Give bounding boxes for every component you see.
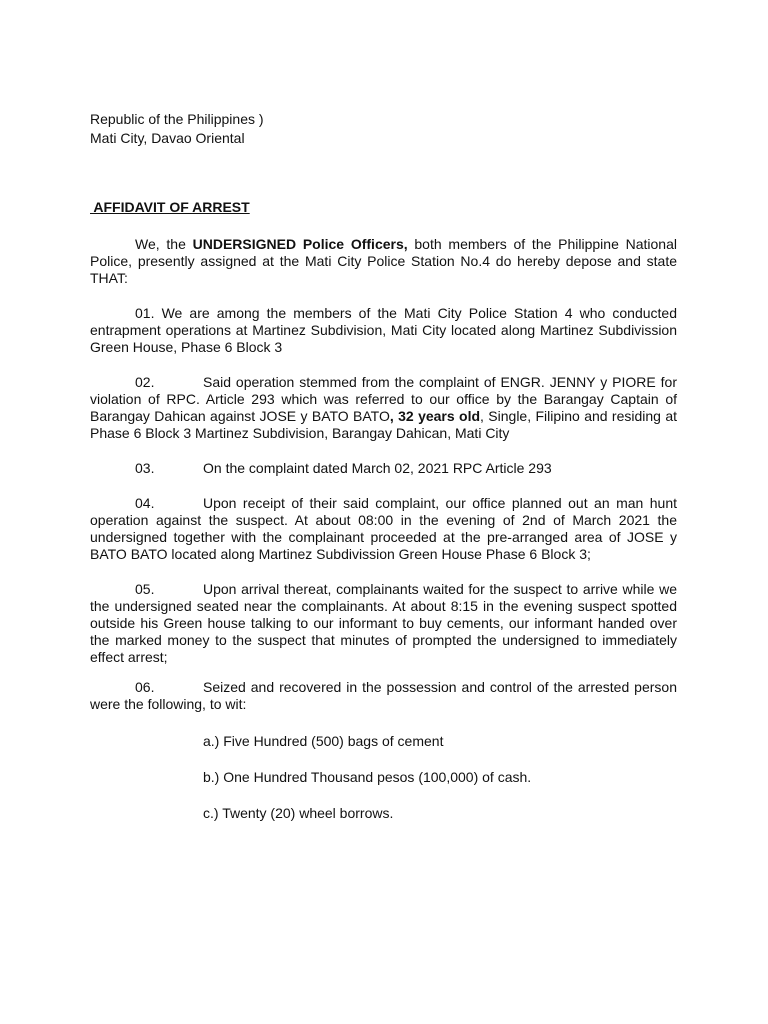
paragraph-01 [90, 305, 677, 356]
document-header [90, 110, 264, 148]
paragraph-text: We are among the members of the Mati City Police Station 4 who conducted entrapment operations at Martinez Subdivision, Mati City located along Martinez Subdivission Green House, Phase 6 Block 3 [90, 305, 677, 355]
paragraph-text: Seized and recovered in the possession and control of the arrested person were the following, to wit: [90, 679, 677, 712]
paragraph-number: 06. [135, 679, 155, 695]
list-item-wheelbarrows: c.) Twenty (20) wheel borrows. [203, 805, 394, 821]
paragraph-06 [90, 679, 677, 713]
paragraph-number: 02. [135, 374, 155, 390]
intro-paragraph [90, 236, 677, 287]
paragraph-number: 04. [135, 495, 155, 511]
paragraph-text: Upon receipt of their said complaint, our office planned out an man hunt operation against the suspect. At about 08:00 in the evening of 2nd of March 2021 the undersigned together with the complainant proceeded at the pre-arranged area of JOSE y BATO BATO located along Martinez Subdivission Green House Phase 6 Block 3; [90, 495, 677, 562]
list-item-cash: b.) One Hundred Thousand pesos (100,000) of cash. [203, 769, 532, 785]
intro-text-end: both members of the Philippine National Police, presently assigned at the Mati City Police Station No.4 do hereby depose and state THAT: [90, 236, 677, 286]
paragraph-text-end: , Single, Filipino and residing at Phase 6 Block 3 Martinez Subdivision, Barangay Dahican, Mati City [90, 408, 678, 441]
intro-bold-officers: UNDERSIGNED Police Officers, [192, 236, 408, 252]
list-item-cement: a.) Five Hundred (500) bags of cement [203, 733, 444, 749]
header-line-location: Mati City, Davao Oriental [90, 130, 245, 146]
paragraph-text: Upon arrival thereat, complainants waited for the suspect to arrive while we the undersigned seated near the complainants. At about 8:15 in the evening suspect spotted outside his Green house talking to our informant to buy cements, our informant handed over the marked money to the suspect that minutes of prompted the undersigned to immediately effect arrest; [90, 581, 677, 665]
paragraph-number: 01. [135, 305, 155, 321]
paragraph-number: 03. [135, 460, 155, 476]
paragraph-bold-age: , 32 years old [389, 408, 481, 424]
header-line-republic: Republic of the Philippines ) [90, 111, 264, 127]
paragraph-text-start: Said operation stemmed from the complaint of ENGR. JENNY y PIORE for violation of RPC. Article 293 which was referred to our office by the Barangay Captain of Barangay Dahican against JOSE y BATO BATO [90, 374, 677, 424]
paragraph-text: On the complaint dated March 02, 2021 RPC Article 293 [203, 460, 552, 476]
paragraph-04 [90, 495, 677, 563]
paragraph-03 [90, 460, 677, 477]
intro-text-start: We, the [135, 236, 193, 252]
paragraph-02 [90, 374, 677, 442]
paragraph-number: 05. [135, 581, 155, 597]
paragraph-05 [90, 581, 677, 666]
document-body [90, 236, 677, 822]
document-title: AFFIDAVIT OF ARREST [90, 199, 250, 215]
